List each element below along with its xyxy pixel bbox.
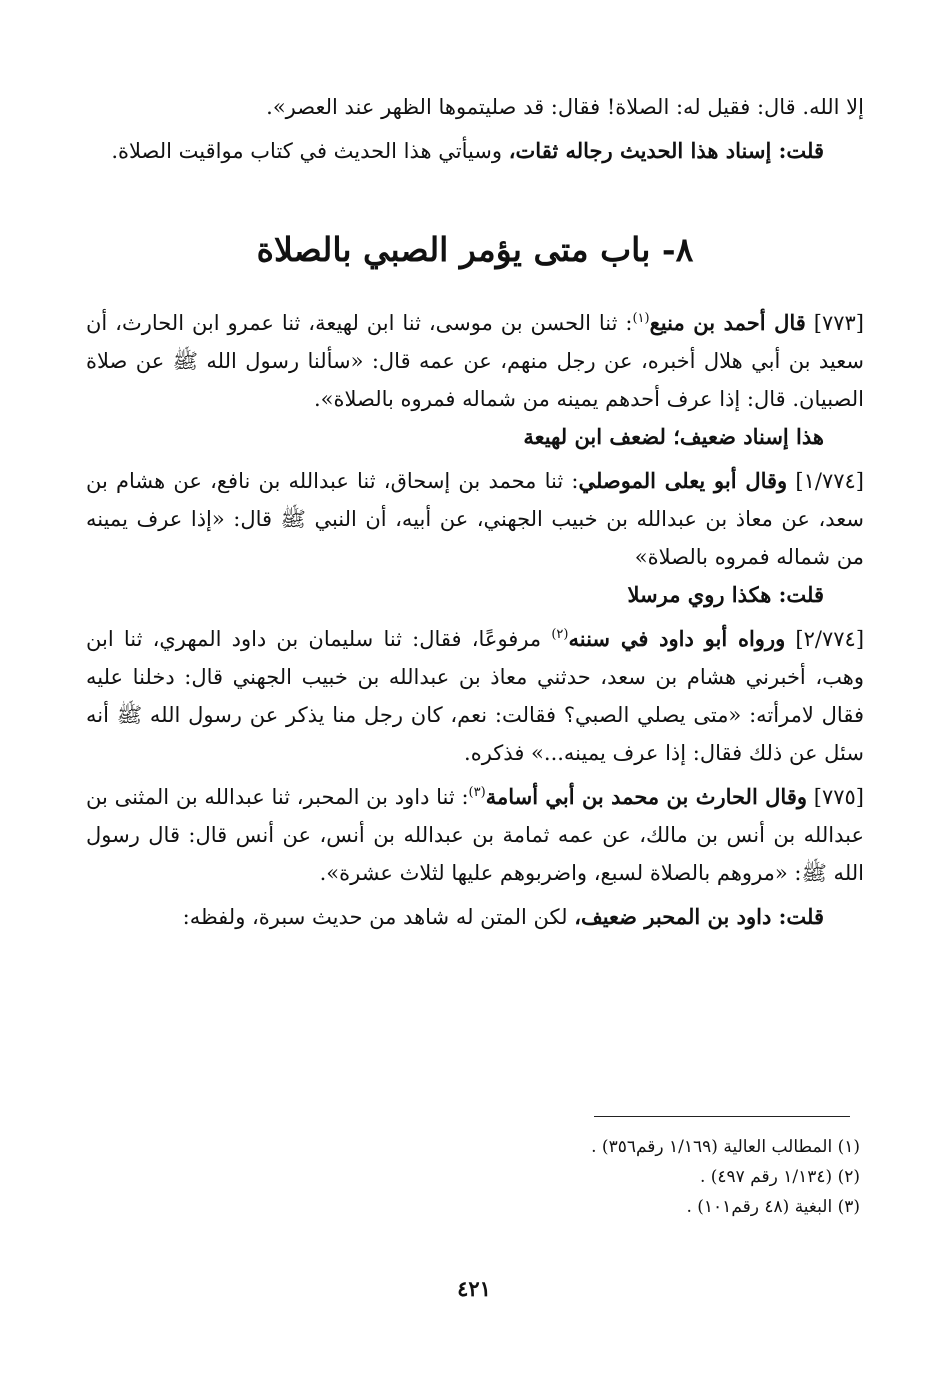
hadith-ref: [٧٧٣] — [813, 311, 864, 335]
hadith-ref: [٢/٧٧٤] — [795, 627, 865, 651]
hadith-narrator: ورواه أبو داود في سننه — [568, 626, 786, 651]
hadith-ref: [١/٧٧٤] — [795, 469, 864, 493]
note-label: قلت: إسناد هذا الحديث رجاله ثقات، — [508, 138, 824, 163]
chapter-title: ٨- باب متى يؤمر الصبي بالصلاة — [256, 230, 694, 269]
closing-label: قلت: داود بن المحبر ضعيف، — [574, 904, 824, 929]
footnotes — [260, 1132, 860, 1222]
hadith-narrator: وقال الحارث بن محمد بن أبي أسامة — [485, 784, 807, 809]
hadith-774-2 — [86, 620, 864, 772]
hadith-text: : ثنا داود بن المحبر، ثنا عبدالله بن المثنى بن عبدالله بن أنس بن مالك، عن عمه ثمامة بن عبدالله بن أنس، عن أنس قال: قال رسول الله ﷺ: «مروهم بالصلاة لسبع، واضربوهم عليها لثلاث عشرة». — [86, 785, 864, 885]
note-text: وسيأتي هذا الحديث في كتاب مواقيت الصلاة. — [111, 139, 503, 163]
hadith-text: : ثنا الحسن بن موسى، ثنا ابن لهيعة، ثنا عمرو ابن الحارث، أن سعيد بن أبي هلال أخبره، عن رجل منهم، عن عمه قال: «سألنا رسول الله ﷺ عن صلاة الصبيان. قال: إذا عرف أحدهم يمينه من شماله فمروه بالصلاة». — [86, 311, 864, 411]
closing-text: لكن المتن له شاهد من حديث سبرة، ولفظه: — [182, 905, 568, 929]
hadith-774-1 — [86, 462, 864, 576]
intro-line: إلا الله. قال: فقيل له: الصلاة! فقال: قد صليتموها الظهر عند العصر». — [266, 95, 864, 119]
footnote-marker: (١) — [632, 311, 650, 326]
footnote-2: (٢) (١/١٣٤ رقم ٤٩٧) . — [699, 1167, 860, 1187]
page-number: ٤٢١ — [457, 1276, 491, 1301]
footnote-3: (٣) البغية (٤٨ رقم١٠١) . — [686, 1197, 860, 1217]
intro-note — [86, 132, 864, 170]
hadith-comment: هذا إسناد ضعيف؛ لضعف ابن لهيعة — [523, 424, 824, 449]
hadith-narrator: قال أحمد بن منيع — [649, 310, 806, 335]
footnote-1: (١) المطالب العالية (١/١٦٩ رقم٣٥٦) . — [591, 1137, 860, 1157]
footnote-marker: (٣) — [468, 785, 486, 800]
closing-note — [86, 898, 864, 936]
footnote-divider — [594, 1116, 850, 1117]
hadith-text: : ثنا محمد بن إسحاق، ثنا عبدالله بن نافع، عن هشام بن سعد، عن معاذ بن عبدالله بن خبيب الجهني، عن أبيه، أن النبي ﷺ قال: «إذا عرف يمينه من شماله فمروه بالصلاة» — [86, 469, 864, 569]
hadith-narrator: وقال أبو يعلى الموصلي — [578, 468, 788, 493]
page-body — [86, 88, 864, 936]
hadith-ref: [٧٧٥] — [813, 785, 864, 809]
hadith-773 — [86, 304, 864, 418]
footnote-marker: (٢) — [551, 627, 569, 642]
hadith-775 — [86, 778, 864, 892]
hadith-text: مرفوعًا، فقال: ثنا سليمان بن داود المهري، ثنا ابن وهب، أخبرني هشام بن سعد، حدثني معاذ بن عبدالله بن خبيب الجهني قال: دخلنا عليه فقال لامرأته: «متى يصلي الصبي؟ فقالت: نعم، كان رجل منا يذكر عن رسول الله ﷺ أنه سئل عن ذلك فقال: إذا عرف يمينه...» فذكره. — [86, 627, 864, 765]
hadith-comment: قلت: هكذا روي مرسلا — [627, 582, 824, 607]
